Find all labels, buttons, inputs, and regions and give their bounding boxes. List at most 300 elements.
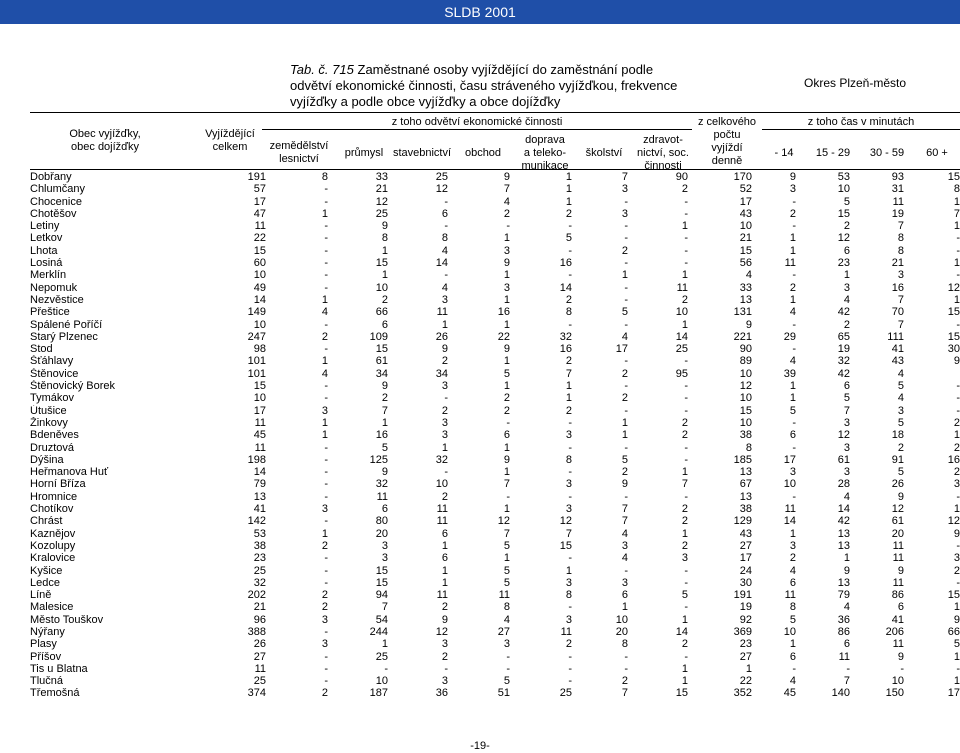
table-row	[30, 183, 960, 195]
table-cell: 3	[381, 539, 388, 552]
table-cell: 7	[897, 220, 904, 233]
transport-header-line3: munikace	[521, 160, 569, 172]
table-cell: -	[324, 392, 328, 405]
table-cell: 4	[789, 306, 796, 319]
table-cell: 9	[953, 527, 960, 540]
table-cell: 1	[953, 220, 960, 233]
table-cell: 31	[891, 183, 904, 196]
table-cell: 18	[891, 429, 904, 442]
table-cell: 1	[441, 441, 448, 454]
table-cell: 8	[565, 589, 572, 602]
table-cell: 21	[739, 232, 752, 245]
row-name: Třemošná	[30, 687, 80, 700]
table-cell: 43	[739, 527, 752, 540]
row-name: Letiny	[30, 220, 60, 233]
table-cell: 23	[837, 257, 850, 270]
table-cell: 25	[435, 171, 448, 183]
table-cell: 8	[503, 601, 510, 614]
table-cell: 11	[892, 552, 904, 565]
table-cell: 2	[681, 503, 688, 516]
table-cell: 45	[253, 429, 266, 442]
table-cell: -	[624, 564, 628, 577]
table-cell: 9	[897, 564, 904, 577]
table-cell: 3	[621, 207, 628, 220]
table-cell: 12	[559, 515, 572, 528]
table-cell: -	[624, 318, 628, 331]
table-cell: 3	[321, 613, 328, 626]
table-cell: -	[624, 232, 628, 245]
table-cell: 1	[745, 662, 752, 675]
table-cell: 3	[565, 613, 572, 626]
table-cell: 1	[503, 552, 510, 565]
table-cell: -	[792, 343, 796, 356]
table-cell: 1	[503, 503, 510, 516]
row-name: Dýšina	[30, 453, 64, 466]
table-cell: 1	[503, 269, 510, 282]
header-top-rule	[30, 112, 960, 113]
table-row	[30, 675, 960, 687]
table-cell: 125	[369, 453, 388, 466]
table-cell: 3	[621, 539, 628, 552]
table-cell: -	[568, 318, 572, 331]
table-cell: 101	[247, 367, 266, 380]
row-name: Stod	[30, 343, 53, 356]
table-cell: 5	[897, 416, 904, 429]
table-cell: 89	[739, 355, 752, 368]
table-cell: 98	[253, 343, 266, 356]
table-cell: -	[956, 576, 960, 589]
table-cell: 3	[843, 466, 850, 479]
caption-line-2: odvětví ekonomické činnosti, času stráveného vyjížďkou, frekvence	[290, 78, 678, 93]
table-cell: 2	[621, 466, 628, 479]
row-name: Chotíkov	[30, 503, 74, 516]
table-cell: 2	[681, 416, 688, 429]
table-cell: 3	[843, 416, 850, 429]
table-cell: 7	[681, 478, 688, 491]
table-cell: 101	[247, 355, 266, 368]
table-cell: 25	[559, 687, 572, 700]
table-cell: 170	[733, 171, 752, 183]
time-header-4: 60 +	[926, 147, 948, 159]
row-name: Nýřany	[30, 625, 65, 638]
table-cell: 27	[739, 650, 752, 663]
table-cell: 5	[897, 380, 904, 393]
table-cell: 38	[253, 539, 266, 552]
table-cell: 2	[681, 638, 688, 651]
table-cell: 9	[381, 380, 388, 393]
table-cell: 7	[621, 171, 628, 183]
table-cell: 150	[885, 687, 904, 700]
row-name: Příšov	[30, 650, 62, 663]
table-cell: 10	[739, 416, 752, 429]
table-cell: -	[792, 490, 796, 503]
table-cell: 5	[565, 232, 572, 245]
row-name: Nepomuk	[30, 281, 78, 294]
table-cell: 17	[615, 343, 628, 356]
table-cell: 11	[436, 503, 448, 516]
table-cell: 1	[789, 638, 796, 651]
table-cell: 11	[436, 515, 448, 528]
table-cell: -	[568, 662, 572, 675]
education-header: školství	[585, 147, 623, 159]
table-cell: 1	[565, 171, 572, 183]
table-cell: 2	[565, 355, 572, 368]
table-cell: 1	[503, 318, 510, 331]
time-header-2: 15 - 29	[815, 147, 851, 159]
table-cell: 4	[843, 601, 850, 614]
table-cell: -	[792, 416, 796, 429]
table-cell: 3	[565, 478, 572, 491]
table-cell: 2	[441, 490, 448, 503]
obec-header-line1: Obec vyjížďky,	[69, 128, 141, 140]
table-cell: 2	[565, 207, 572, 220]
table-cell: 1	[503, 355, 510, 368]
table-cell: 10	[837, 183, 850, 196]
trade-header: obchod	[464, 147, 502, 159]
table-cell: 2	[953, 466, 960, 479]
table-row	[30, 638, 960, 650]
table-cell: 1	[789, 392, 796, 405]
table-row	[30, 208, 960, 220]
table-row	[30, 442, 960, 454]
table-cell: 1	[621, 601, 628, 614]
table-cell: -	[956, 662, 960, 675]
table-cell: 2	[503, 392, 510, 405]
table-cell: -	[568, 269, 572, 282]
table-cell: 10	[783, 478, 796, 491]
table-cell: 3	[503, 244, 510, 257]
table-cell: 11	[254, 662, 266, 675]
table-cell: 25	[675, 343, 688, 356]
table-cell: 5	[843, 195, 850, 208]
table-cell: 17	[783, 453, 796, 466]
table-row	[30, 491, 960, 503]
table-row	[30, 478, 960, 490]
table-cell: 15	[947, 306, 960, 319]
table-cell: -	[624, 293, 628, 306]
table-cell: 21	[375, 183, 388, 196]
table-cell: 57	[253, 183, 266, 196]
table-cell: 3	[441, 675, 448, 688]
table-cell: 11	[784, 589, 796, 602]
table-cell: -	[324, 478, 328, 491]
table-cell: 4	[503, 195, 510, 208]
table-cell: 1	[681, 466, 688, 479]
transport-header-line2: a teleko-	[523, 147, 567, 159]
table-cell: 7	[843, 404, 850, 417]
table-cell: -	[324, 625, 328, 638]
table-cell: -	[324, 453, 328, 466]
row-name: Horní Bříza	[30, 478, 86, 491]
table-cell: -	[568, 466, 572, 479]
table-cell: 2	[621, 244, 628, 257]
table-cell: 6	[843, 244, 850, 257]
table-cell: 2	[565, 293, 572, 306]
table-cell: 10	[739, 367, 752, 380]
table-cell: 32	[837, 355, 850, 368]
table-cell: -	[624, 650, 628, 663]
row-name: Chrást	[30, 515, 63, 528]
table-cell: 129	[733, 515, 752, 528]
region-label: Okres Plzeň-město	[803, 76, 907, 90]
table-cell: 12	[435, 625, 448, 638]
table-cell: 1	[681, 675, 688, 688]
table-cell: 66	[375, 306, 388, 319]
row-name: Letkov	[30, 232, 63, 245]
table-cell: 11	[838, 650, 850, 663]
row-name: Přeštice	[30, 306, 70, 319]
table-cell: 11	[254, 220, 266, 233]
table-cell: -	[324, 183, 328, 196]
table-cell: 3	[565, 503, 572, 516]
table-cell: 30	[739, 576, 752, 589]
table-cell: -	[956, 244, 960, 257]
table-cell: 42	[837, 515, 850, 528]
table-cell: 12	[435, 183, 448, 196]
table-cell: 7	[953, 207, 960, 220]
table-cell: -	[900, 662, 904, 675]
table-cell: -	[324, 441, 328, 454]
table-cell: 20	[891, 527, 904, 540]
table-cell: 92	[739, 613, 752, 626]
table-cell: 7	[503, 527, 510, 540]
table-cell: 1	[621, 416, 628, 429]
table-cell: 7	[565, 367, 572, 380]
table-cell: 12	[375, 195, 388, 208]
table-cell: 1	[381, 244, 388, 257]
table-cell: 10	[253, 269, 266, 282]
table-cell: 41	[891, 613, 904, 626]
table-cell: 1	[681, 318, 688, 331]
table-cell: 5	[503, 367, 510, 380]
table-cell: 10	[253, 318, 266, 331]
table-cell: 4	[321, 367, 328, 380]
table-cell: 2	[621, 367, 628, 380]
table-cell: 27	[497, 625, 510, 638]
table-cell: -	[324, 380, 328, 393]
table-cell: 1	[441, 564, 448, 577]
table-cell: 1	[953, 195, 960, 208]
table-row	[30, 196, 960, 208]
table-cell: 2	[441, 650, 448, 663]
table-cell: 2	[897, 441, 904, 454]
table-cell: -	[792, 662, 796, 675]
table-cell: 1	[843, 269, 850, 282]
table-cell: 2	[681, 429, 688, 442]
table-cell: 3	[897, 404, 904, 417]
table-cell: 2	[503, 404, 510, 417]
table-cell: 67	[739, 478, 752, 491]
table-cell: 6	[441, 552, 448, 565]
table-cell: 21	[891, 257, 904, 270]
table-cell: 2	[843, 318, 850, 331]
transport-header-line1: doprava	[525, 134, 565, 146]
table-cell: -	[324, 257, 328, 270]
top-bar	[0, 0, 960, 24]
table-cell: -	[444, 269, 448, 282]
table-cell: 1	[953, 257, 960, 270]
table-cell: 1	[565, 183, 572, 196]
table-cell: 4	[441, 244, 448, 257]
table-cell: 14	[435, 257, 448, 270]
table-cell: 45	[783, 687, 796, 700]
time-header-1: - 14	[774, 147, 794, 159]
table-cell: 53	[253, 527, 266, 540]
table-cell: 9	[843, 564, 850, 577]
page-number: -19-	[470, 740, 490, 752]
table-cell: 60	[253, 257, 266, 270]
table-cell: 86	[837, 625, 850, 638]
table-row	[30, 319, 960, 331]
table-row	[30, 528, 960, 540]
table-cell: 13	[837, 539, 850, 552]
table-cell: 352	[733, 687, 752, 700]
table-cell: 96	[253, 613, 266, 626]
table-cell: 3	[953, 552, 960, 565]
table-cell: 30	[947, 343, 960, 356]
table-row	[30, 269, 960, 281]
table-cell: 7	[503, 183, 510, 196]
table-cell: 7	[565, 527, 572, 540]
table-cell: 10	[253, 392, 266, 405]
data-table	[30, 171, 960, 700]
table-cell: 9	[789, 171, 796, 183]
time-group-rule	[762, 129, 960, 130]
table-cell: 8	[565, 306, 572, 319]
table-cell: 9	[953, 355, 960, 368]
table-cell: 19	[739, 601, 752, 614]
table-cell: 23	[253, 552, 266, 565]
table-cell: 13	[739, 466, 752, 479]
table-cell: 7	[621, 687, 628, 700]
table-cell: 5	[503, 576, 510, 589]
table-cell: 5	[621, 306, 628, 319]
table-cell: 22	[739, 675, 752, 688]
table-cell: -	[624, 380, 628, 393]
table-cell: -	[324, 220, 328, 233]
table-cell: 36	[837, 613, 850, 626]
table-cell: 247	[247, 330, 266, 343]
table-cell: 14	[253, 293, 266, 306]
table-cell: 5	[503, 564, 510, 577]
table-cell: 3	[953, 478, 960, 491]
table-cell: 3	[681, 552, 688, 565]
table-row	[30, 245, 960, 257]
table-cell: 25	[375, 207, 388, 220]
table-cell: 90	[675, 171, 688, 183]
table-cell: -	[684, 650, 688, 663]
table-cell: 1	[503, 466, 510, 479]
table-cell: -	[444, 392, 448, 405]
table-cell: -	[444, 466, 448, 479]
row-name: Útušice	[30, 404, 67, 417]
table-cell: 1	[441, 539, 448, 552]
table-cell: 3	[503, 281, 510, 294]
table-cell: 5	[503, 675, 510, 688]
table-cell: -	[506, 662, 510, 675]
table-cell: 6	[789, 650, 796, 663]
table-cell: 14	[783, 515, 796, 528]
table-cell: 43	[891, 355, 904, 368]
table-cell: 80	[375, 515, 388, 528]
table-cell: 14	[837, 503, 850, 516]
table-cell: 1	[503, 441, 510, 454]
table-cell: 8	[565, 453, 572, 466]
obec-header	[30, 128, 180, 154]
table-cell: 12	[497, 515, 510, 528]
table-cell: 7	[503, 478, 510, 491]
table-cell: 3	[321, 503, 328, 516]
table-cell: 9	[503, 257, 510, 270]
table-cell: 2	[789, 207, 796, 220]
agri-header-line2: lesnictví	[279, 153, 319, 165]
table-cell: -	[956, 318, 960, 331]
table-cell: 32	[435, 453, 448, 466]
table-cell: -	[384, 662, 388, 675]
agri-header	[262, 140, 336, 166]
table-row	[30, 343, 960, 355]
table-cell: 15	[375, 564, 388, 577]
table-cell: 27	[253, 650, 266, 663]
table-cell: 15	[375, 576, 388, 589]
table-cell: 14	[675, 330, 688, 343]
table-cell: 61	[837, 453, 850, 466]
table-cell: 8	[953, 183, 960, 196]
table-cell: 1	[681, 613, 688, 626]
table-cell: 2	[321, 330, 328, 343]
table-cell: 11	[254, 416, 266, 429]
table-cell: 1	[789, 380, 796, 393]
table-cell: 6	[897, 601, 904, 614]
table-cell: 2	[441, 601, 448, 614]
table-row	[30, 651, 960, 663]
table-cell: 29	[783, 330, 796, 343]
table-cell: 11	[892, 576, 904, 589]
table-cell: -	[684, 404, 688, 417]
row-name: Druztová	[30, 441, 75, 454]
health-header-line3: činnosti	[644, 160, 682, 172]
table-cell: 2	[321, 687, 328, 700]
table-cell: -	[684, 207, 688, 220]
table-cell: 2	[381, 293, 388, 306]
table-row	[30, 601, 960, 613]
table-cell: -	[956, 490, 960, 503]
table-row	[30, 626, 960, 638]
table-cell: -	[624, 195, 628, 208]
table-cell: 8	[789, 601, 796, 614]
table-cell: -	[568, 601, 572, 614]
table-cell: 1	[953, 601, 960, 614]
row-name: Chlumčany	[30, 183, 86, 196]
table-cell: -	[956, 232, 960, 245]
row-name: Štěnovice	[30, 367, 79, 380]
table-cell: 10	[615, 613, 628, 626]
table-cell: -	[324, 564, 328, 577]
table-cell: 20	[615, 625, 628, 638]
table-cell: 221	[733, 330, 752, 343]
table-cell: 4	[789, 675, 796, 688]
table-cell: 9	[745, 318, 752, 331]
table-cell: -	[324, 195, 328, 208]
table-cell: 1	[843, 552, 850, 565]
table-cell: -	[792, 269, 796, 282]
table-cell: 6	[381, 318, 388, 331]
table-cell: 187	[369, 687, 388, 700]
table-cell: -	[624, 404, 628, 417]
time-header-3: 30 - 59	[869, 147, 905, 159]
table-cell: 8	[381, 232, 388, 245]
table-cell: -	[324, 515, 328, 528]
